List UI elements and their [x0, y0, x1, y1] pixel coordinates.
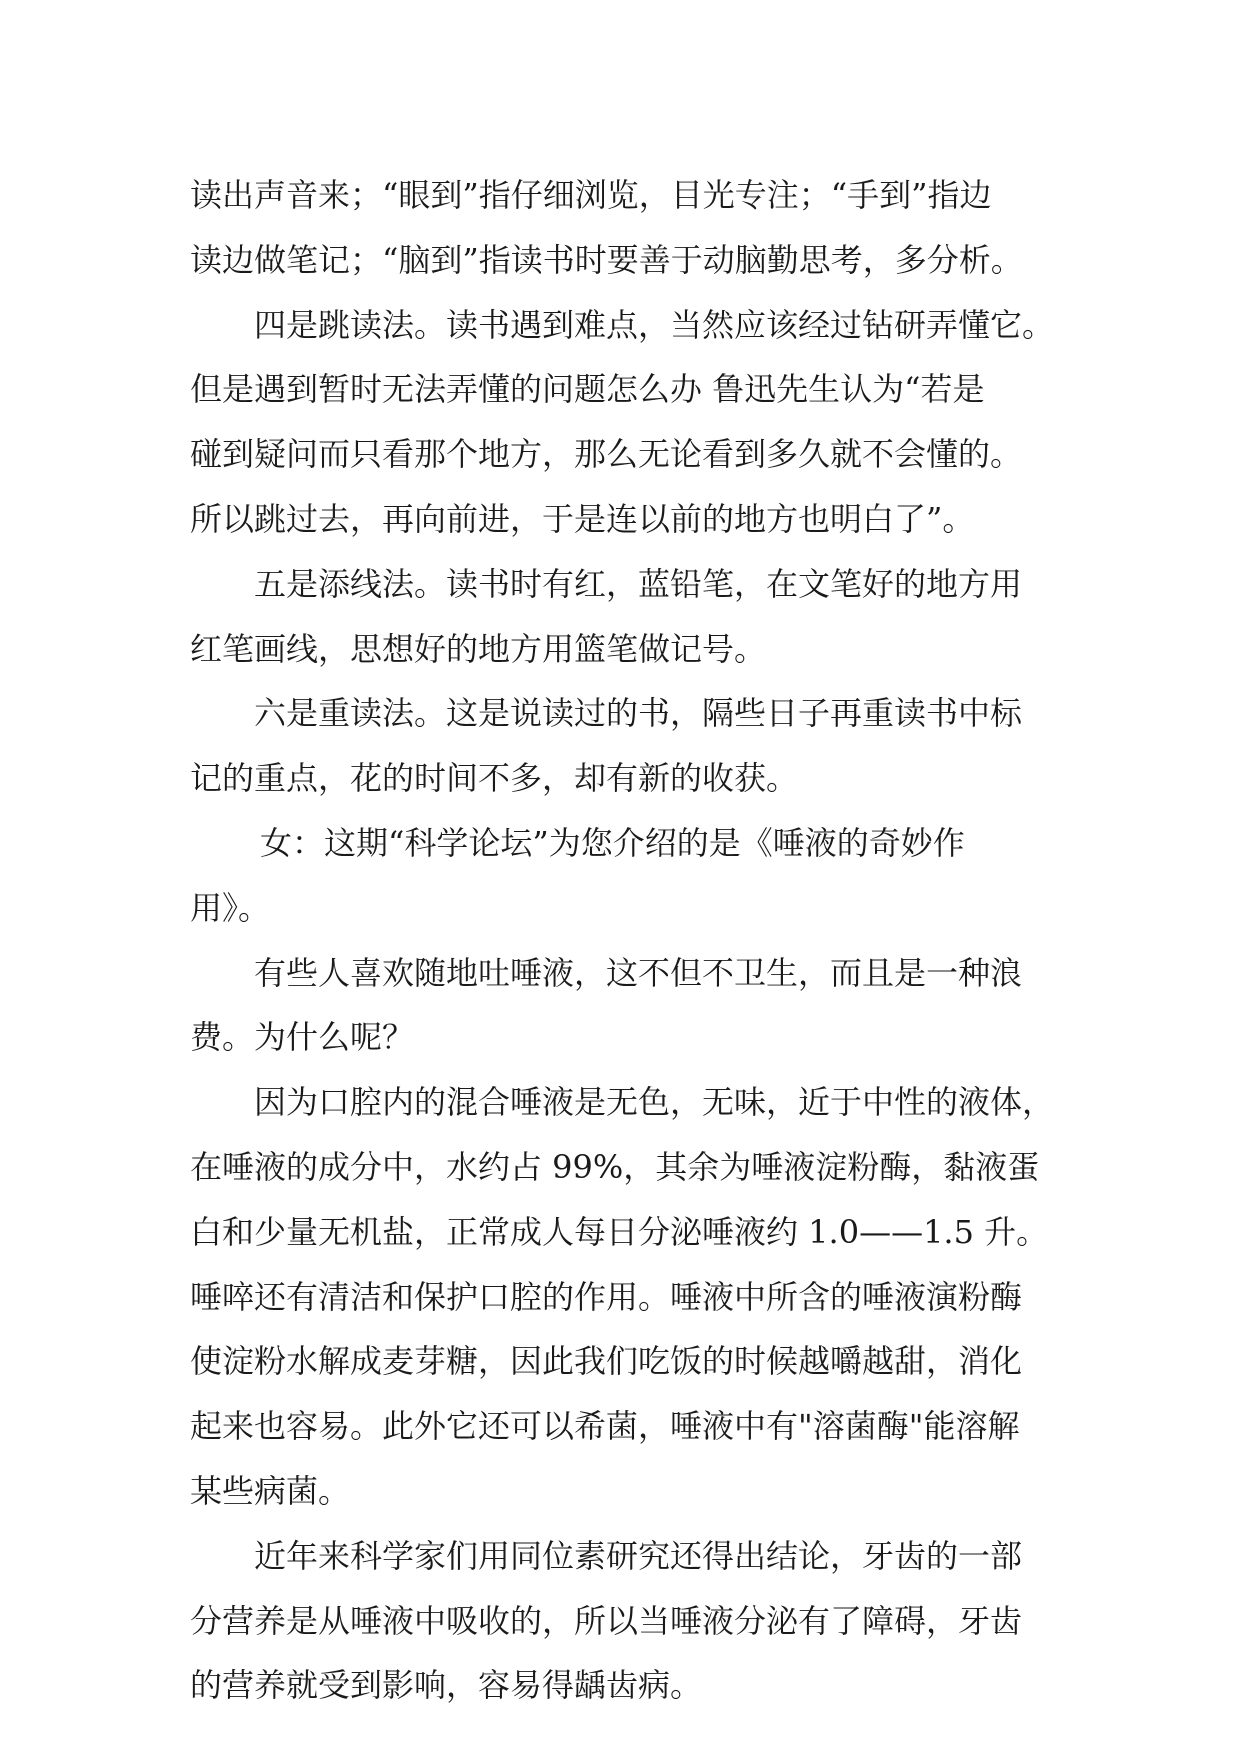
text-line: 所以跳过去，再向前进，于是连以前的地方也明白了”。	[190, 499, 975, 538]
text-line: 读边做笔记；“脑到”指读书时要善于动脑勤思考，多分析。	[190, 240, 1023, 279]
paragraph-start-line: 六是重读法。这是说读过的书，隔些日子再重读书中标	[254, 694, 1023, 733]
paragraph-start-line: 近年来科学家们用同位素研究还得出结论，牙齿的一部	[254, 1536, 1023, 1575]
paragraph-start-line: 因为口腔内的混合唾液是无色，无味，近于中性的液体，	[254, 1083, 1055, 1122]
text-line: 但是遇到暂时无法弄懂的问题怎么办 鲁迅先生认为“若是	[190, 370, 985, 409]
text-line: 记的重点，花的时间不多，却有新的收获。	[190, 759, 799, 798]
text-line: 费。为什么呢？	[190, 1018, 415, 1057]
text-line: 某些病菌。	[190, 1471, 351, 1510]
paragraph-start-line: 四是跳读法。读书遇到难点，当然应该经过钻研弄懂它。	[254, 305, 1055, 344]
text-line: 白和少量无机盐，正常成人每日分泌唾液约 1.0——1.5 升。	[190, 1212, 1049, 1251]
body-text	[190, 163, 1070, 1718]
text-line: 用》。	[190, 888, 271, 927]
text-line: 读出声音来；“眼到”指仔细浏览，目光专注；“手到”指边	[190, 176, 992, 214]
text-line: 在唾液的成分中，水约占 99%，其余为唾液淀粉酶，黏液蛋	[190, 1147, 1040, 1186]
paragraph-start-line: 五是添线法。读书时有红，蓝铅笔，在文笔好的地方用	[254, 564, 1023, 603]
text-line: 唾啐还有清洁和保护口腔的作用。唾液中所含的唾液演粉酶	[190, 1277, 1023, 1316]
paragraph-start-line: 女：这期“科学论坛”为您介绍的是《唾液的奇妙作	[260, 823, 965, 862]
text-line: 分营养是从唾液中吸收的，所以当唾液分泌有了障碍，牙齿	[190, 1601, 1023, 1640]
text-line: 使淀粉水解成麦芽糖，因此我们吃饭的时候越嚼越甜，消化	[190, 1342, 1023, 1381]
text-line: 的营养就受到影响，容易得龋齿病。	[190, 1666, 703, 1705]
paragraph-start-line: 有些人喜欢随地吐唾液，这不但不卫生，而且是一种浪	[254, 953, 1023, 992]
text-line: 起来也容易。此外它还可以希菌，唾液中有"溶菌酶"能溶解	[190, 1407, 1020, 1446]
text-line: 红笔画线，思想好的地方用篮笔做记号。	[190, 629, 767, 668]
text-line: 碰到疑问而只看那个地方，那么无论看到多久就不会懂的。	[190, 435, 1023, 474]
